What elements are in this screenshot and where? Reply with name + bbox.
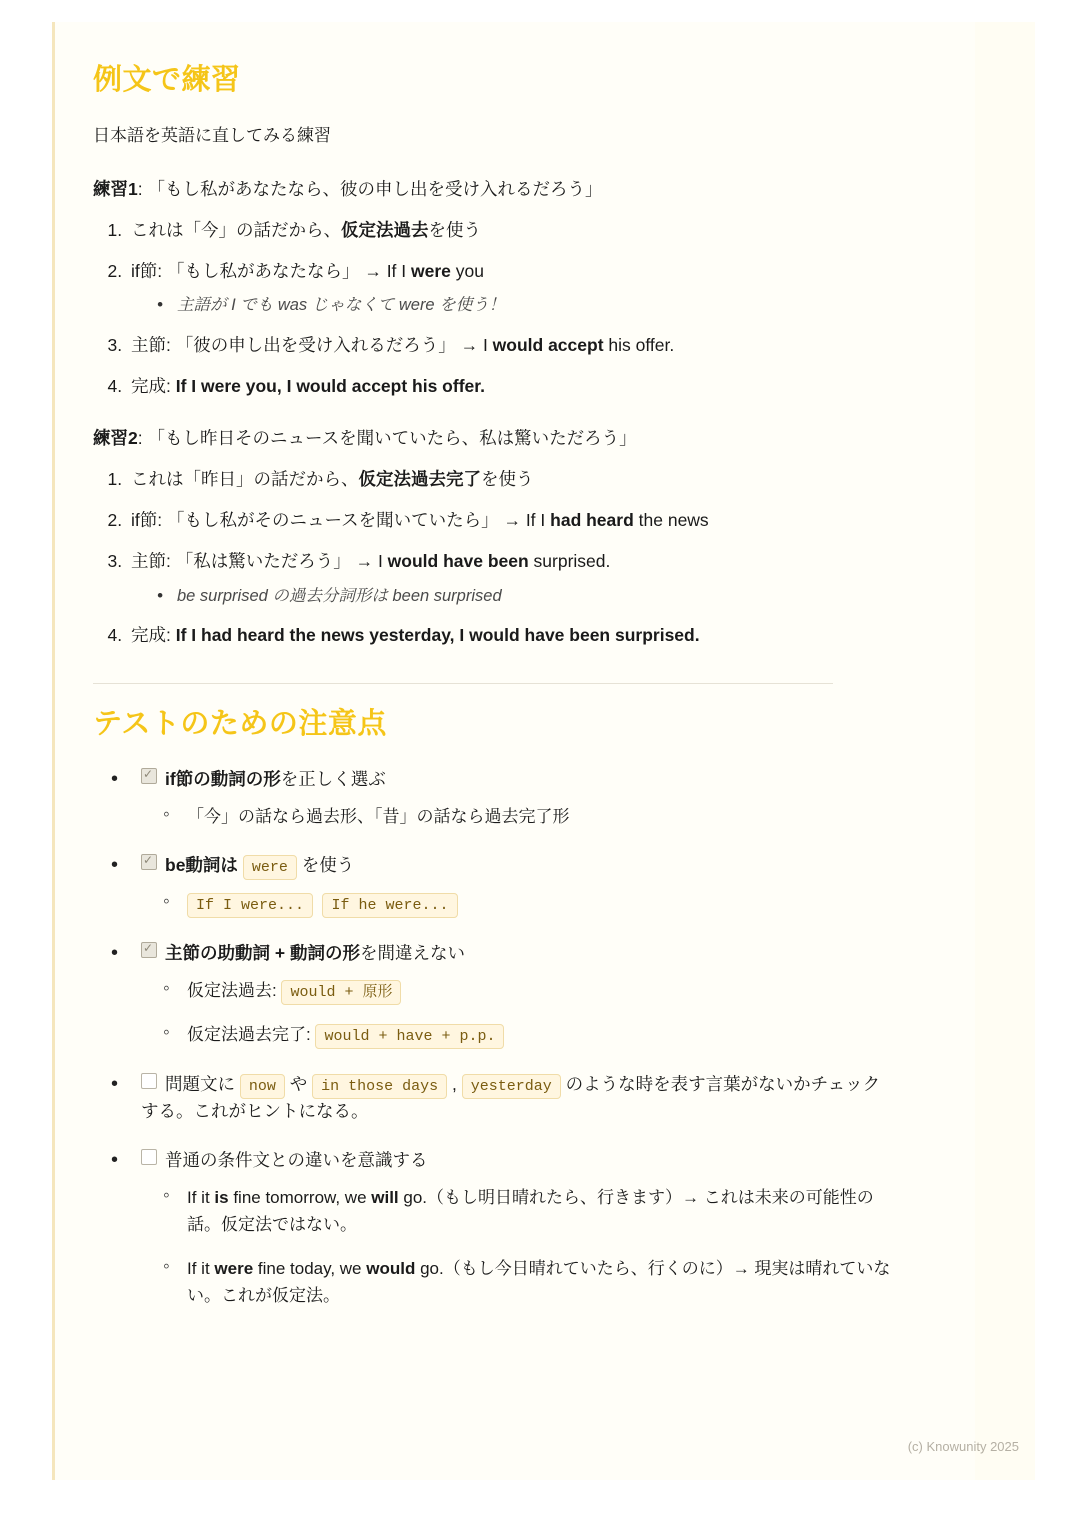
checkbox-icon[interactable] (141, 768, 157, 784)
code-chip: would + 原形 (281, 980, 401, 1005)
checkbox-icon[interactable] (141, 1073, 157, 1089)
list-item (127, 373, 893, 400)
exercise2-text: : 「もし昨日そのニュースを聞いていたら、私は驚いただろう」 (137, 428, 637, 449)
list-item (111, 940, 893, 1049)
list-item: • be surprised の過去分詞形は been surprised (155, 584, 893, 609)
exercise2-prompt (93, 424, 893, 452)
step-pre: if節: 「もし私がそのニュースを聞いていたら」 → If I (131, 510, 551, 531)
step-post: を使う (481, 469, 534, 490)
checkbox-icon[interactable] (141, 1149, 157, 1165)
tip-plain: 普通の条件文との違いを意識する (165, 1150, 428, 1171)
checkbox-icon[interactable] (141, 854, 157, 870)
code-chip: yesterday (462, 1074, 561, 1099)
step-post: his offer. (603, 334, 675, 355)
sub-bold: is (214, 1188, 229, 1208)
step-bold: 仮定法過去完了 (358, 469, 481, 490)
tips-checklist (93, 766, 893, 1309)
step-bold: were (411, 261, 451, 281)
tip-bold: 主節の助動詞 + 動詞の形 (165, 942, 360, 963)
sub-mid: fine tomorrow, we (228, 1188, 372, 1208)
list-item (111, 1147, 893, 1309)
tip-sublist (141, 803, 893, 830)
step-bold: If I were you, I would accept his offer. (175, 376, 485, 396)
practice-lead: 日本語を英語に直してみる練習 (93, 125, 331, 145)
exercise2-label: 練習2 (93, 428, 138, 449)
list-item (163, 890, 893, 918)
step-pre: これは「昨日」の話だから、 (131, 469, 359, 490)
step-bold: would have been (387, 551, 529, 572)
code-chip: now (240, 1074, 285, 1099)
code-chip: would + have + p.p. (315, 1024, 504, 1049)
tip-sublist (141, 890, 893, 918)
step-note-list (131, 293, 893, 318)
exercise2-steps (93, 466, 893, 649)
code-chip: in those days (312, 1074, 447, 1099)
step-pre: 完成: (131, 376, 176, 396)
tip-post: を使う (296, 855, 355, 876)
copyright-footer: (c) Knowunity 2025 (907, 1439, 1019, 1454)
step-bold: would accept (492, 334, 604, 355)
sub-bold: would (366, 1258, 416, 1278)
tip-sublist (141, 977, 893, 1049)
step-note-list (131, 584, 893, 609)
list-item (127, 258, 893, 318)
tip-sublist (141, 1184, 893, 1309)
list-item (163, 1021, 893, 1049)
list-item (127, 548, 893, 608)
tip-post: を間違えない (359, 942, 465, 963)
step-bold: had heard (550, 510, 634, 531)
exercise1-prompt (93, 175, 893, 203)
step-pre: 主節: 「私は驚いただろう」 → I (131, 551, 388, 572)
exercise1-text: : 「もし私があなたなら、彼の申し出を受け入れるだろう」 (137, 178, 603, 199)
step-post: you (450, 261, 484, 281)
step-post: surprised. (528, 551, 611, 572)
sub-post: go.（もし明日晴れたら、行きます）→ これは未来の可能性の話。仮定法ではない。 (187, 1188, 874, 1235)
sub-post: go.（もし今日晴れていたら、行くのに）→ 現実は晴れていない。これが仮定法。 (187, 1258, 891, 1305)
sub-mid: fine today, we (253, 1258, 367, 1278)
step-post: the news (633, 510, 709, 531)
tip-bold: if節の動詞の形 (165, 769, 281, 790)
list-item (111, 766, 893, 830)
list-item (127, 507, 893, 534)
note-sheet (52, 22, 1035, 1480)
note-content (93, 40, 893, 1331)
section-title-practice: 例文で練習 (93, 64, 241, 96)
code-chip: If he were... (322, 893, 457, 918)
step-pre: これは「今」の話だから、 (131, 219, 341, 240)
sub-pre: 仮定法過去: (187, 980, 282, 1000)
tip-post: のような時を表す言葉がないかチェックする。これがヒントになる。 (141, 1073, 881, 1121)
sub-bold: were (214, 1258, 254, 1278)
exercise1-label: 練習1 (93, 178, 138, 199)
sub-pre: If it (187, 1258, 215, 1278)
list-item (163, 1184, 893, 1238)
tip-post: を正しく選ぶ (280, 769, 386, 790)
list-item (111, 1071, 893, 1125)
sub-bold: will (371, 1188, 399, 1208)
list-item (127, 217, 893, 244)
step-bold: 仮定法過去 (341, 219, 429, 240)
tip-pre: 問題文に (165, 1073, 240, 1094)
code-chip: If I were... (187, 893, 313, 918)
tip-joiner: や (284, 1073, 313, 1094)
step-post: を使う (428, 219, 481, 240)
section-title-tips: テストのための注意点 (93, 708, 387, 741)
list-item (127, 622, 893, 649)
code-chip: were (243, 855, 297, 880)
list-item (127, 466, 893, 493)
step-pre: 完成: (131, 625, 176, 646)
sub-pre: 仮定法過去完了: (187, 1024, 316, 1044)
section-divider (93, 683, 833, 684)
list-item: • 主語が I でも was じゃなくて were を使う！ (155, 293, 893, 318)
tip-bold: be動詞は (165, 855, 238, 876)
list-item (163, 1255, 893, 1309)
checkbox-icon[interactable] (141, 942, 157, 958)
exercise1-steps (93, 217, 893, 400)
tip-joiner: , (447, 1073, 462, 1094)
list-item (127, 332, 893, 359)
step-bold: If I had heard the news yesterday, I would have been surprised. (175, 625, 700, 646)
step-pre: if節: 「もし私があなたなら」 → If I (131, 261, 412, 281)
list-item (163, 977, 893, 1005)
list-item (111, 852, 893, 917)
list-item: ◦ 「今」の話なら過去形、「昔」の話なら過去完了形 (163, 803, 893, 830)
sub-pre: If it (187, 1188, 215, 1208)
step-pre: 主節: 「彼の申し出を受け入れるだろう」 → I (131, 334, 493, 355)
